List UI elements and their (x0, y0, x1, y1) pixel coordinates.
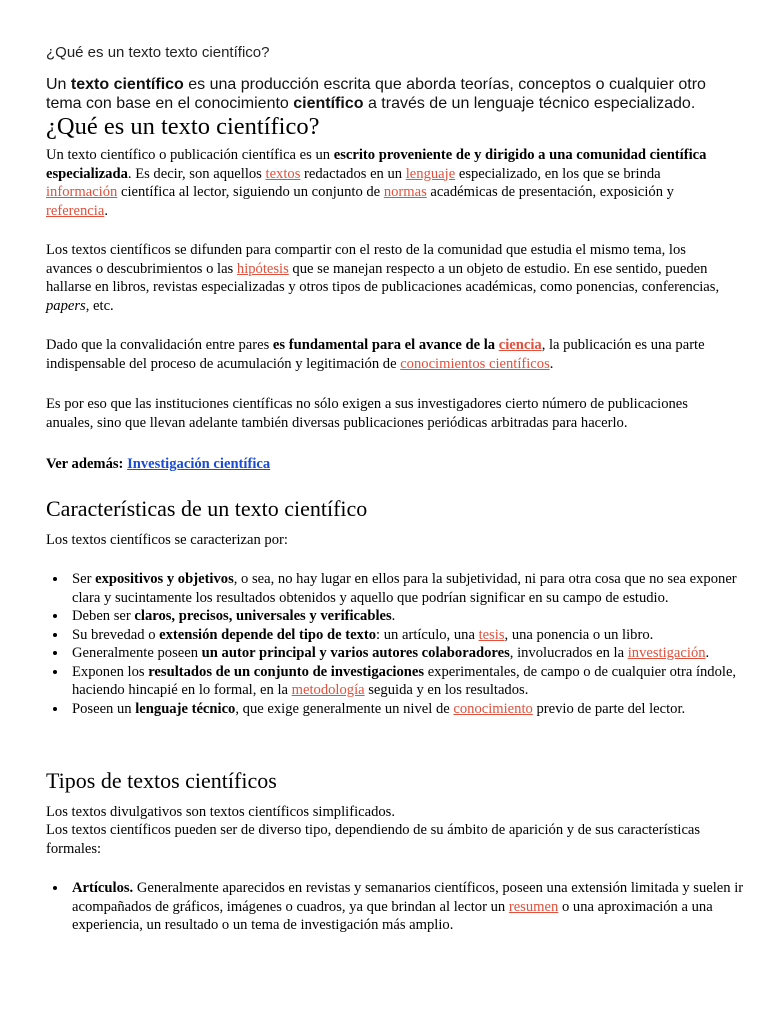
paragraph-instituciones: Es por eso que las instituciones científicas no sólo exigen a sus investigadores cierto número de publicaciones anuales, sino que llevan adelante también diversas publicaciones periódicas arbitradas para hacerlo. (46, 396, 688, 431)
link-lenguaje[interactable]: lenguaje (405, 165, 456, 182)
text: previo de parte del lector. (532, 700, 686, 717)
intro-text: es una producción escrita que aborda teorías, conceptos o cualquier otro tema con base en el conocimiento (46, 76, 706, 112)
bold-text: expositivos y objetivos (95, 571, 234, 587)
bold-text: un autor principal y varios autores colaboradores (201, 645, 510, 661)
link-resumen[interactable]: resumen (508, 898, 559, 915)
bold-text: escrito proveniente de y dirigido a una comunidad científica especializada (46, 147, 707, 182)
see-also-label: Ver además: (46, 456, 128, 472)
text: Ser (72, 571, 96, 587)
text: Un texto científico o publicación científica es un (46, 147, 334, 163)
list-item (68, 700, 748, 719)
text: seguida y en los resultados. (364, 682, 529, 698)
text: . Es decir, son aquellos (127, 165, 266, 182)
intro-text: a través de un lenguaje técnico especializado. (363, 95, 696, 112)
text: Deben ser (72, 608, 135, 624)
paragraph-definition (46, 146, 726, 220)
text: Generalmente poseen (72, 645, 202, 661)
text: académicas de presentación, exposición y (426, 184, 674, 200)
link-ciencia[interactable]: ciencia (498, 337, 542, 353)
text: experimentales, de campo o de cualquier otra índole, haciendo hincapié en lo formal, en la (72, 663, 737, 698)
text: Generalmente aparecidos en revistas y semanarios científicos, poseen una extensión limitada y suelen ir acompañados de gráficos, imágenes o cuadros, ya que brindan al lector un (72, 880, 744, 915)
section-title-caracteristicas: Características de un texto científico (46, 496, 368, 521)
page-question: ¿Qué es un texto texto científico? (46, 44, 270, 61)
tipos-line-2: Los textos científicos pueden ser de diverso tipo, dependiendo de su ámbito de aparición y de sus características formales: (46, 822, 701, 857)
intro-bold: científico (293, 95, 364, 112)
list-item (68, 663, 748, 700)
link-informacion[interactable]: información (46, 184, 118, 200)
link-investigacion-cientifica[interactable]: Investigación científica (127, 456, 271, 472)
text: científica al lector, siguiendo un conjunto de (117, 184, 384, 200)
text: , etc. (85, 297, 114, 314)
text: . (104, 202, 108, 219)
link-textos[interactable]: textos (265, 165, 301, 182)
link-investigacion[interactable]: investigación (627, 645, 706, 661)
section-title-que-es: ¿Qué es un texto científico? (46, 113, 320, 140)
paragraph-difusion (46, 241, 726, 315)
text: , o sea, no hay lugar en ellos para la subjetividad, ni para otra cosa que no sea exponer clara y sucintamente los resultados obtenidos y aquello que podrían significar en su campo de estudio. (72, 571, 737, 606)
text: : un artículo, una (376, 626, 479, 643)
link-metodologia[interactable]: metodología (291, 682, 365, 698)
see-also (46, 455, 726, 474)
tipos-line-1: Los textos divulgativos son textos científicos simplificados. (46, 804, 395, 820)
list-item (68, 570, 748, 607)
text: . (391, 608, 396, 624)
intro-paragraph (46, 75, 726, 113)
text: Su brevedad o (72, 626, 160, 643)
text: Dado que la convalidación entre pares (46, 337, 273, 353)
bold-text: es fundamental para el avance de la (272, 337, 499, 353)
link-referencia[interactable]: referencia (46, 202, 105, 219)
text: , que exige generalmente un nivel de (235, 700, 454, 717)
text: Exponen los (72, 663, 149, 680)
text: que se manejan respecto a un objeto de estudio. En ese sentido, pueden hallarse en libros, revistas especializadas y otros tipos de publicaciones académicas, como ponencias, conferencias, (46, 260, 720, 295)
paragraph-convalidacion (46, 336, 726, 373)
link-tesis[interactable]: tesis (478, 626, 505, 643)
text: especializado, en los que se brinda (455, 165, 661, 182)
section-title-tipos: Tipos de textos científicos (46, 768, 277, 793)
link-normas[interactable]: normas (383, 184, 427, 200)
list-item (68, 644, 748, 663)
text: Poseen un (72, 700, 136, 717)
bold-text: extensión depende del tipo de texto (159, 626, 377, 643)
link-hipotesis[interactable]: hipótesis (236, 260, 289, 277)
intro-bold: texto científico (70, 76, 184, 93)
list-item (68, 879, 748, 935)
intro-text: Un (46, 76, 71, 93)
caracteristicas-list (46, 570, 748, 718)
italic-text: papers (46, 297, 86, 314)
text: redactados en un (300, 165, 406, 182)
text: . (549, 355, 554, 372)
bold-text: Artículos. (72, 880, 134, 896)
link-conocimiento[interactable]: conocimiento (453, 700, 533, 717)
list-item (68, 607, 748, 626)
text: o una aproximación a una experiencia, un resultado o un tema de investigación más amplio. (72, 898, 713, 933)
text: . (705, 645, 710, 661)
bold-text: claros, precisos, universales y verificables (134, 608, 392, 624)
bold-text: lenguaje técnico (135, 700, 236, 717)
text: , la publicación es una parte indispensable del proceso de acumulación y legitimación de (46, 337, 705, 372)
bold-text: resultados de un conjunto de investigaciones (148, 663, 425, 680)
link-conocimientos-cientificos[interactable]: conocimientos científicos (400, 355, 550, 372)
text: , involucrados en la (509, 645, 628, 661)
tipos-list (46, 879, 748, 935)
text: Los textos científicos se difunden para compartir con el resto de la comunidad que estudia el mismo tema, los avances o descubrimientos o las (46, 242, 686, 277)
list-item (68, 626, 748, 645)
text: , una ponencia o un libro. (504, 626, 654, 643)
caracteristicas-lead: Los textos científicos se caracterizan por: (46, 532, 288, 548)
